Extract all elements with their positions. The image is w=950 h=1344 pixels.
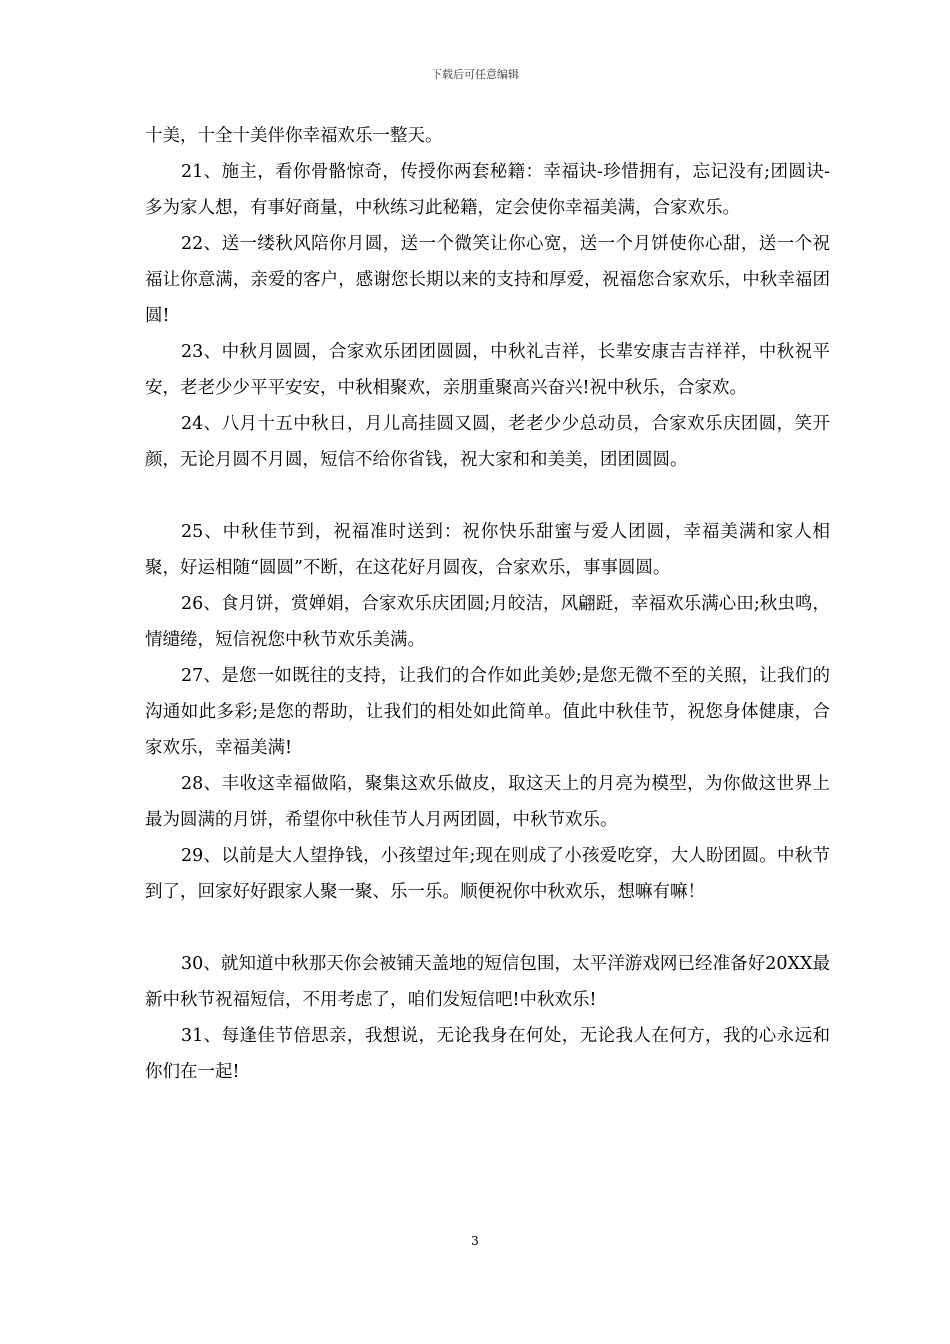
paragraph-30: 30、就知道中秋那天你会被铺天盖地的短信包围，太平洋游戏网已经准备好20XX最新中秋节祝福短信，不用考虑了，咱们发短信吧!中秋欢乐! [145, 954, 830, 1010]
paragraph-27: 27、是您一如既往的支持，让我们的合作如此美妙;是您无微不至的关照，让我们的沟通如此多彩;是您的帮助，让我们的相处如此简单。值此中秋佳节，祝您身体健康，合家欢乐，幸福美满! [145, 666, 830, 758]
paragraph-24: 24、八月十五中秋日，月儿高挂圆又圆，老老少少总动员，合家欢乐庆团圆，笑开颜，无论月圆不月圆，短信不给你省钱，祝大家和和美美，团团圆圆。 [145, 414, 830, 470]
paragraph-21: 21、施主，看你骨骼惊奇，传授你两套秘籍：幸福诀-珍惜拥有，忘记没有;团圆诀-多为家人想，有事好商量，中秋练习此秘籍，定会使你幸福美满，合家欢乐。 [145, 162, 830, 218]
paragraph-28: 28、丰收这幸福做陷，聚集这欢乐做皮，取这天上的月亮为模型，为你做这世界上最为圆满的月饼，希望你中秋佳节人月两团圆，中秋节欢乐。 [145, 774, 830, 830]
paragraph-25: 25、中秋佳节到，祝福准时送到：祝你快乐甜蜜与爱人团圆，幸福美满和家人相聚，好运相随“圆圆”不断，在这花好月圆夜，合家欢乐，事事圆圆。 [145, 522, 830, 578]
page-header: 下载后可任意编辑 [431, 68, 519, 81]
blank-line [145, 478, 830, 514]
paragraph-22: 22、送一缕秋风陪你月圆，送一个微笑让你心宽，送一个月饼使你心甜，送一个祝福让你意满，亲爱的客户，感谢您长期以来的支持和厚爱，祝福您合家欢乐，中秋幸福团圆! [145, 234, 830, 326]
paragraph-23: 23、中秋月圆圆，合家欢乐团团圆圆，中秋礼吉祥，长辈安康吉吉祥祥，中秋祝平安，老老少少平平安安，中秋相聚欢，亲朋重聚高兴奋兴!祝中秋乐，合家欢。 [145, 342, 830, 398]
document-body [145, 118, 830, 1090]
paragraph-continuation: 十美，十全十美伴你幸福欢乐一整天。 [145, 126, 443, 146]
paragraph-26: 26、食月饼，赏婵娟，合家欢乐庆团圆;月皎洁，风翩跹，幸福欢乐满心田;秋虫鸣，情缱绻，短信祝您中秋节欢乐美满。 [145, 594, 830, 650]
blank-line [145, 910, 830, 946]
paragraph-29: 29、以前是大人望挣钱，小孩望过年;现在则成了小孩爱吃穿，大人盼团圆。中秋节到了，回家好好跟家人聚一聚、乐一乐。顺便祝你中秋欢乐，想嘛有嘛！ [145, 846, 830, 902]
paragraph-31: 31、每逢佳节倍思亲，我想说，无论我身在何处，无论我人在何方，我的心永远和你们在一起! [145, 1026, 830, 1082]
page-number: 3 [471, 1234, 479, 1248]
